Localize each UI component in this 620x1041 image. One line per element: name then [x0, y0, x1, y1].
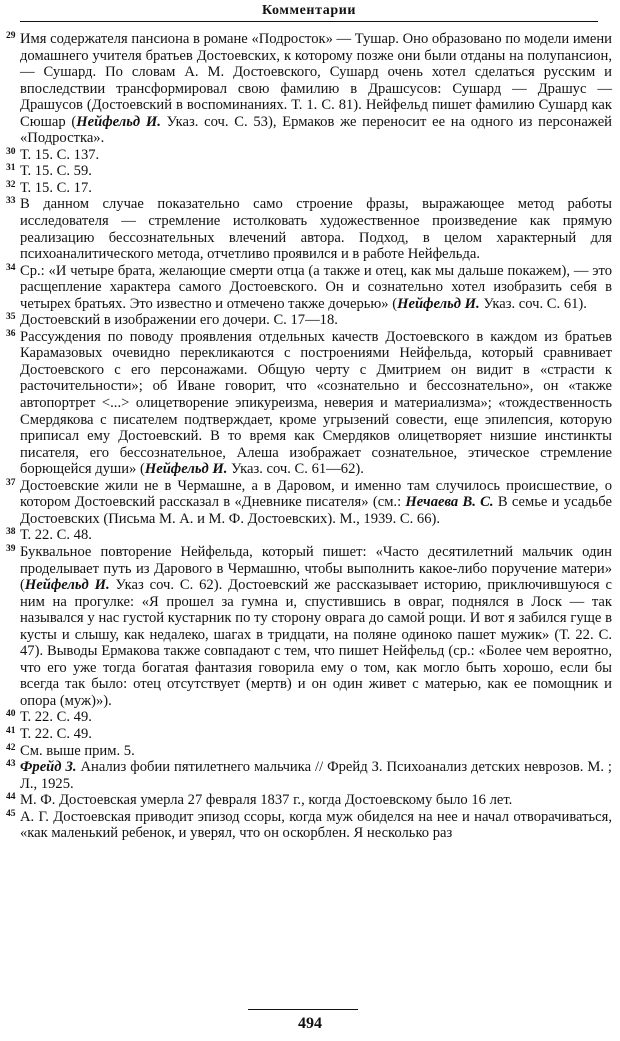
endnote-number: 38	[6, 527, 16, 538]
endnote-author: Нейфельд И.	[144, 461, 228, 478]
endnote-text: Т. 15. С. 137.	[20, 146, 100, 163]
endnote-text: Т. 22. С. 48.	[20, 527, 92, 544]
endnote	[6, 263, 612, 313]
endnote	[6, 726, 612, 743]
endnote-number: 43	[6, 759, 16, 770]
endnote-number: 37	[6, 477, 16, 488]
endnote-number: 29	[6, 31, 16, 41]
page-number: 494	[298, 1015, 322, 1032]
endnote-text: М. Ф. Достоевская умерла 27 февраля 1837 г., когда Достоевскому было 16 лет.	[20, 792, 513, 809]
endnote-number: 36	[6, 328, 16, 339]
endnote-number: 44	[6, 792, 16, 803]
endnote-number: 31	[6, 163, 16, 174]
endnote-author: Фрейд З.	[20, 759, 77, 776]
footer-rule	[248, 1009, 358, 1010]
endnote-text: Указ. соч. С. 61).	[479, 295, 587, 312]
endnote-author: Нейфельд И.	[397, 295, 480, 312]
endnote-text: В семье и усадьбе Достоевских (Письма М. А. и М. Ф. Достоевских). М., 1939. С. 66).	[20, 494, 612, 527]
running-head: Комментарии	[261, 3, 357, 18]
endnote-text: Указ. соч. С. 61—62).	[227, 461, 364, 478]
endnote	[6, 809, 612, 842]
endnote-number: 30	[6, 146, 16, 157]
endnote-text: Ср.: «И четыре брата, желающие смерти отца (а также и отец, как мы дальше покажем), — это расщепление характера самого Достоевского. Он и сознательно хотел изобразить себя в четырех братьях. Это известно и отмечено также дочерью» (	[20, 262, 612, 312]
endnote-text: Указ. соч. С. 53), Ермаков же переносит ее на одного из персонажей «Подростка».	[20, 113, 612, 147]
endnote	[6, 709, 612, 726]
endnote-text: Достоевские жили не в Чермашне, а в Даровом, и именно там случилось происшествие, о котором Достоевский рассказал в «Дневнике писателя» (см.:	[20, 477, 612, 511]
endnote	[6, 180, 612, 197]
endnote-number: 32	[6, 179, 16, 190]
endnote-number: 39	[6, 543, 16, 554]
endnote	[6, 147, 612, 164]
endnote	[6, 792, 612, 809]
endnote-author: Нейфельд И.	[76, 113, 161, 130]
endnote	[6, 196, 612, 262]
endnote-number: 35	[6, 312, 16, 323]
endnote-author: Нейфельд И.	[24, 577, 110, 594]
notes-list	[6, 31, 612, 842]
endnote-number: 33	[6, 196, 16, 207]
endnote-number: 40	[6, 709, 16, 720]
endnote	[6, 329, 612, 478]
header-rule	[20, 21, 598, 22]
endnote-text: Т. 22. С. 49.	[20, 709, 92, 726]
endnote-text: Указ соч. С. 62). Достоевский же рассказывает историю, приключившуюся с ним на прогулке: «Я прошел за гумна и, спустившись в овраг, поднялся в Лоск — так назывался у нас густой кустарник по ту сторону оврага до самой рощи. И вот я забился гуще в кусты и слышу, как недалеко, шагах в тридцати, на поляне одиноко пашет мужик» (Т. 22. С. 47). Выводы Ермакова также совпадают с тем, что пишет Нейфельд (ср.: «Более чем вероятно, что его уже тогда богатая фантазия говорила ему о том, как могло быть хорошо, если бы всегда так было: отец отсутствует (мертв) и он один живет с матерью, как ее помощник и опора (муж)»).	[20, 577, 612, 709]
endnote	[6, 31, 612, 147]
endnote-text: Анализ фобии пятилетнего мальчика // Фрейд З. Психоанализ детских неврозов. М. ; Л., 1925.	[20, 759, 612, 792]
endnote-text: Т. 15. С. 17.	[20, 179, 92, 196]
endnote-number: 45	[6, 808, 16, 819]
endnote-text: Т. 22. С. 49.	[20, 725, 92, 742]
endnote-text: Т. 15. С. 59.	[20, 163, 92, 180]
endnote-text: Буквальное повторение Нейфельда, который пишет: «Часто десятилетний мальчик один проделывает путь из Дарового в Чермашню, чтобы выполнить какое-либо поручение матери» (	[20, 543, 612, 594]
endnote	[6, 759, 612, 792]
endnote-text: В данном случае показательно само строение фразы, выражающее метод работы исследователя — стремление истолковать художественное произведение как прямую реализацию бессознательных влечений автора. Подход, в целом характерный для психоаналитического метода, отчетливо проявился и в работе Нейфельда.	[20, 196, 612, 263]
endnote-text: См. выше прим. 5.	[20, 742, 135, 759]
endnote-text: Достоевский в изображении его дочери. С. 17—18.	[20, 312, 338, 329]
endnote	[6, 478, 612, 528]
endnote-text: Имя содержателя пансиона в романе «Подросток» — Тушар. Оно образовано по модели имени домашнего учителя братьев Достоевских, к которому позже они были отданы на полупансион, — Сушард. По словам А. М. Достоевского, Сушард очень хотел сделаться русским и впоследствии трансформировал свою фамилию в Драшсусов: Сушард — Драшус — Драшусов (Достоевский в воспоминаниях. Т. 1. С. 81). Нейфельд пишет фамилию Сушард как Сюшар (	[20, 31, 612, 130]
endnote	[6, 163, 612, 180]
endnote	[6, 527, 612, 544]
endnote-text: А. Г. Достоевская приводит эпизод ссоры, когда муж обиделся на нее и начал отворачиваться, «как маленький ребенок, и уверял, что он оскорблен. Я несколько раз	[20, 808, 612, 842]
endnote	[6, 312, 612, 329]
endnote	[6, 743, 612, 760]
endnote-number: 42	[6, 742, 16, 753]
endnote-number: 41	[6, 725, 16, 736]
endnote	[6, 544, 612, 709]
endnote-number: 34	[6, 262, 16, 273]
endnote-author: Нечаева В. С.	[405, 494, 494, 511]
endnote-text: Рассуждения по поводу проявления отдельных качеств Достоевского в каждом из братьев Карамазовых очевидно перекликаются с построениями Нейфельда, который сравнивает Достоевского с его персонажами. Общую черту с Дмитрием он видит в «страсти к расточительности»; об Иване говорит, что «сознательно и бессознательно», он «также автопортрет <...> олицетворение эпикуреизма, неверия и материализма»; «тождественность Смердякова с писателем подтверждает, кроме угрызений совести, еще эпилепсия, которую приписал ему Достоевский. В то время как Смердяков олицетворяет низшие инстинкты писателя, его бессознательное, Алеша изображает сознательное, этическое стремление борющейся души» (	[20, 328, 612, 478]
